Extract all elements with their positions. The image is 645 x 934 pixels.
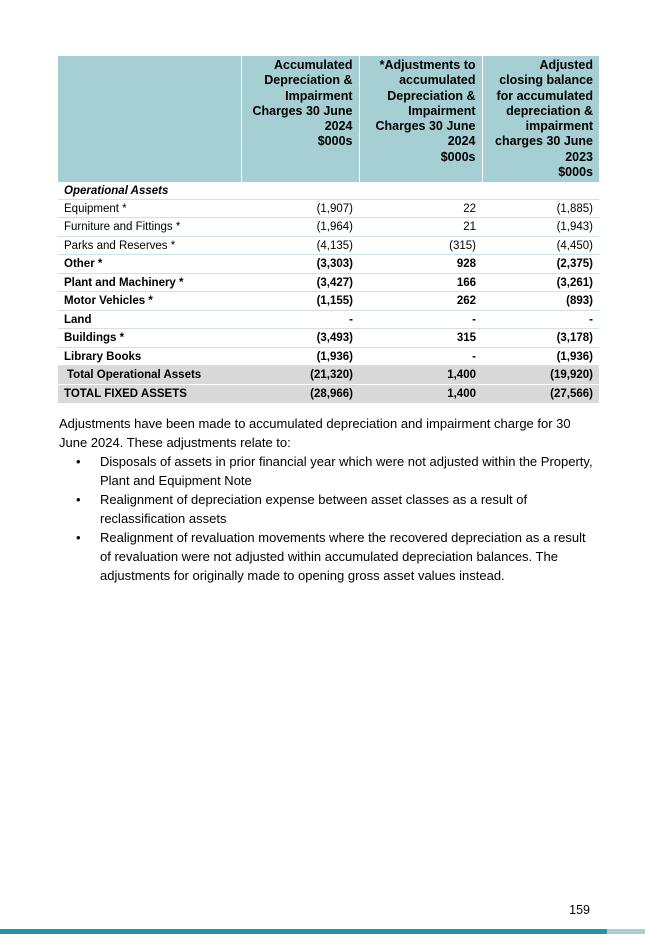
row-value: (4,450) — [482, 236, 599, 255]
row-label: Land — [58, 310, 241, 329]
header-accumulated-depreciation: Accumulated Depreciation & Impairment Charges 30 June 2024 $000s — [241, 56, 359, 182]
note-bullet-text: Realignment of revaluation movements where the recovered depreciation as a result of revaluation were not adjusted within accumulated depreciation balances. The adjustments for originally made to opening gross asset values instead. — [100, 530, 586, 583]
header-adjustments: *Adjustments to accumulated Depreciation & Impairment Charges 30 June 2024 $000s — [359, 56, 482, 182]
table-row — [58, 218, 599, 237]
row-value: - — [359, 347, 482, 366]
note-bullet-item — [76, 490, 599, 528]
row-label: Library Books — [58, 347, 241, 366]
table-row — [58, 329, 599, 348]
row-value: (3,261) — [482, 273, 599, 292]
row-value: (315) — [359, 236, 482, 255]
header-adjusted-closing-balance: Adjusted closing balance for accumulated depreciation & impairment charges 30 June 2023 $000s — [482, 56, 599, 182]
note-bullet-item — [76, 452, 599, 490]
row-value: 22 — [359, 199, 482, 218]
row-value: (4,135) — [241, 236, 359, 255]
table-row — [58, 273, 599, 292]
row-value: 262 — [359, 292, 482, 311]
row-value: (1,155) — [241, 292, 359, 311]
footer-bar-accent — [607, 929, 645, 934]
row-label: Furniture and Fittings * — [58, 218, 241, 237]
row-value: (21,320) — [241, 366, 359, 385]
fixed-assets-depreciation-table — [58, 56, 599, 403]
row-value: (1,964) — [241, 218, 359, 237]
row-value: (2,375) — [482, 255, 599, 274]
row-value: (19,920) — [482, 366, 599, 385]
row-value: 928 — [359, 255, 482, 274]
section-label: Operational Assets — [58, 182, 241, 199]
adjustments-note — [59, 414, 599, 585]
row-value: (1,885) — [482, 199, 599, 218]
row-value: 21 — [359, 218, 482, 237]
header-blank-cell — [58, 56, 241, 182]
row-label: Motor Vehicles * — [58, 292, 241, 311]
table-row — [58, 236, 599, 255]
row-label: Total Operational Assets — [58, 366, 241, 385]
row-value: 1,400 — [359, 384, 482, 403]
row-value: (1,943) — [482, 218, 599, 237]
table-row — [58, 255, 599, 274]
row-value: - — [359, 310, 482, 329]
note-intro: Adjustments have been made to accumulated depreciation and impairment charge for 30 June 2024. These adjustments relate to: — [59, 416, 571, 450]
row-label: Other * — [58, 255, 241, 274]
table-row — [58, 310, 599, 329]
row-value: (1,936) — [482, 347, 599, 366]
row-value: (3,493) — [241, 329, 359, 348]
row-value: 315 — [359, 329, 482, 348]
total-operational-row — [58, 366, 599, 385]
footer-bar — [0, 929, 645, 934]
row-value: (3,427) — [241, 273, 359, 292]
page-number: 159 — [569, 903, 590, 917]
row-value: - — [482, 310, 599, 329]
table-body — [58, 182, 599, 403]
note-bullet-list — [59, 452, 599, 585]
row-label: Equipment * — [58, 199, 241, 218]
row-value: (893) — [482, 292, 599, 311]
section-row — [58, 182, 599, 199]
table-row — [58, 292, 599, 311]
row-value: (1,936) — [241, 347, 359, 366]
bullet-icon: • — [76, 492, 81, 507]
table-row — [58, 199, 599, 218]
row-value: (3,303) — [241, 255, 359, 274]
table-row — [58, 347, 599, 366]
note-bullet-item — [76, 528, 599, 585]
bullet-icon: • — [76, 454, 81, 469]
row-label: TOTAL FIXED ASSETS — [58, 384, 241, 403]
note-bullet-text: Disposals of assets in prior financial year which were not adjusted within the Property, Plant and Equipment Note — [100, 454, 593, 488]
row-value: (1,907) — [241, 199, 359, 218]
row-value: 1,400 — [359, 366, 482, 385]
empty-cell — [241, 182, 359, 199]
row-value: 166 — [359, 273, 482, 292]
row-label: Plant and Machinery * — [58, 273, 241, 292]
row-value: (3,178) — [482, 329, 599, 348]
empty-cell — [359, 182, 482, 199]
empty-cell — [482, 182, 599, 199]
row-label: Parks and Reserves * — [58, 236, 241, 255]
row-value: (27,566) — [482, 384, 599, 403]
row-value: - — [241, 310, 359, 329]
table-header-row — [58, 56, 599, 182]
row-value: (28,966) — [241, 384, 359, 403]
row-label: Buildings * — [58, 329, 241, 348]
total-fixed-assets-row — [58, 384, 599, 403]
note-bullet-text: Realignment of depreciation expense between asset classes as a result of reclassification assets — [100, 492, 528, 526]
bullet-icon: • — [76, 530, 81, 545]
